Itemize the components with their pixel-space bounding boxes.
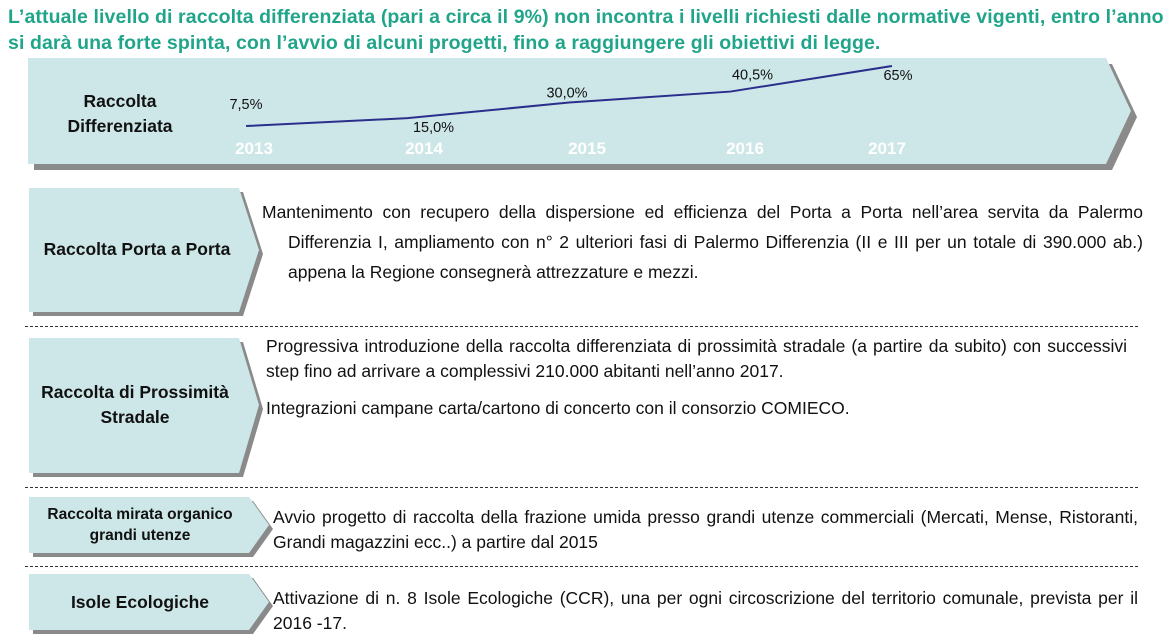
- data-label: 15,0%: [412, 120, 455, 137]
- raccolta-differenziata-label: Raccolta Differenziata: [67, 91, 173, 136]
- x-tick-label: 2014: [405, 139, 443, 158]
- arrow-raccolta-porta-a-porta: [25, 186, 275, 321]
- paragraph: Attivazione di n. 8 Isole Ecologiche (CCR), una per ogni circoscrizione del territorio comunale, prevista per il 2016 -17.: [273, 588, 1138, 633]
- prossimita-stradale-description: [266, 334, 1127, 421]
- arrow-raccolta-di-prossimita-stradale: [25, 336, 275, 482]
- x-tick-label: 2017: [868, 139, 906, 158]
- data-label: 7,5%: [229, 97, 263, 113]
- x-tick-label: 2016: [726, 139, 764, 158]
- paragraph: Avvio progetto di raccolta della frazione umida presso grandi utenze commerciali (Mercati, Mense, Ristoranti, Grandi magazzini ecc..) a partire dal 2015: [273, 507, 1138, 552]
- arrow-raccolta-mirata-organico: [25, 495, 275, 561]
- arrow-isole-ecologiche: [25, 572, 275, 636]
- paragraph: Integrazioni campane carta/cartono di concerto con il consorzio COMIECO.: [266, 398, 850, 418]
- raccolta-di-prossimita-stradale-label: Raccolta di Prossimità Stradale: [41, 382, 229, 427]
- data-label: 65%: [883, 68, 913, 84]
- paragraph: Progressiva introduzione della raccolta differenziata di prossimità stradale (a partire da subito) con successivi step fino ad arrivare a complessivi 210.000 abitanti nell’anno 2017.: [266, 336, 1127, 381]
- headline: L’attuale livello di raccolta differenziata (pari a circa il 9%) non incontra i livelli richiesti dalle normative vigenti, entro l’anno si darà una forte spinta, con l’avvio di alcuni progetti, fino a raggiungere gli obiettivi di legge.: [8, 6, 1164, 54]
- data-label: 40,5%: [731, 67, 774, 84]
- x-tick-label: 2013: [235, 139, 273, 158]
- x-tick-label: 2015: [568, 139, 606, 158]
- raccolta-porta-a-porta-label: Raccolta Porta a Porta: [43, 239, 231, 259]
- data-label: 30,0%: [546, 85, 588, 102]
- isole-ecologiche-label: Isole Ecologiche: [70, 592, 210, 612]
- separator: [25, 487, 1138, 488]
- separator: [25, 566, 1138, 567]
- separator: [25, 326, 1138, 327]
- raccolta-mirata-organico-label: Raccolta mirata organico grandi utenze: [47, 506, 233, 544]
- line-chart: [0, 0, 1174, 180]
- isole-ecologiche-description: [273, 586, 1138, 636]
- paragraph: Mantenimento con recupero della dispersione ed efficienza del Porta a Porta nell’area servita da Palermo Differenzia I, ampliamento con n° 2 ulteriori fasi di Palermo Differenzia (II e III per un totale di 390.000 ab.) appena la Regione consegnerà attrezzature e mezzi.: [262, 202, 1143, 282]
- porta-a-porta-description: [262, 197, 1143, 287]
- organico-grandi-utenze-description: [273, 505, 1138, 555]
